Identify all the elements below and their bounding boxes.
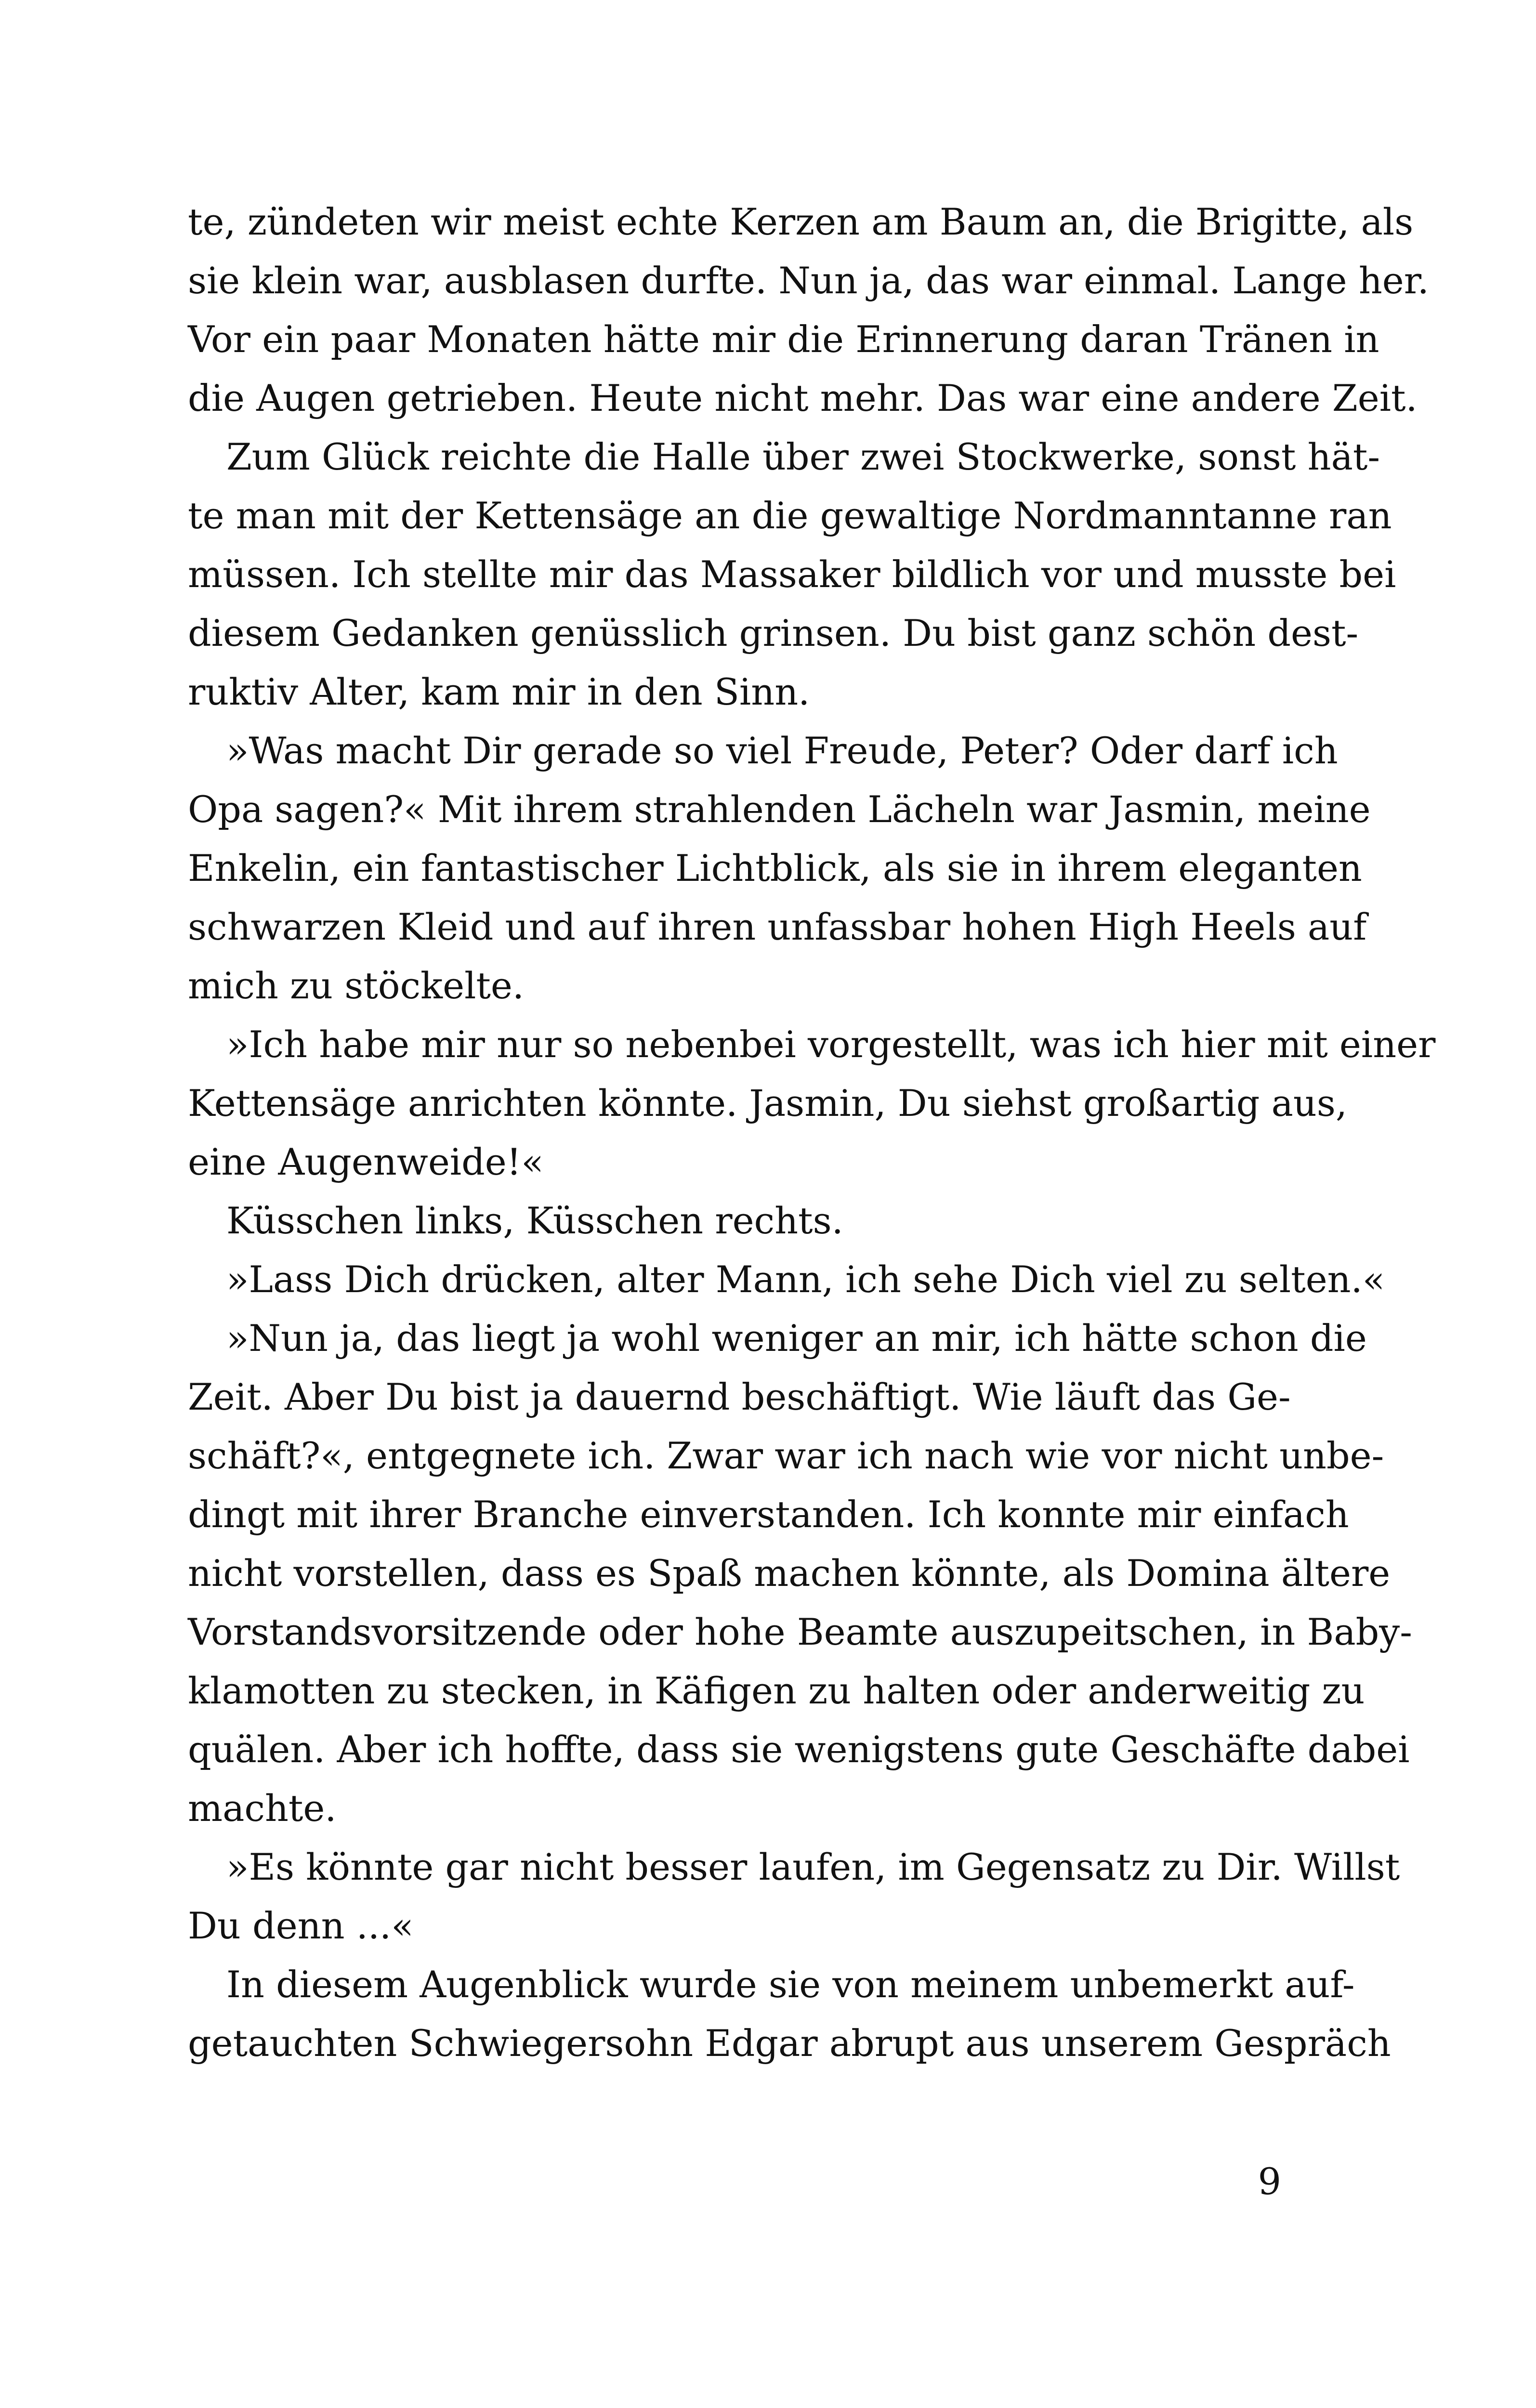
page-number: 9 <box>1258 2160 1281 2203</box>
text-line: sie klein war, ausblasen durfte. Nun ja, das war einmal. Lange her. <box>188 259 1429 302</box>
text-line: Vorstandsvorsitzende oder hohe Beamte auszupeitschen, in Baby- <box>188 1610 1412 1653</box>
text-line: nicht vorstellen, dass es Spaß machen könnte, als Domina ältere <box>188 1552 1391 1595</box>
text-line: getauchten Schwiegersohn Edgar abrupt aus unserem Gespräch <box>188 2022 1391 2065</box>
text-line: In diesem Augenblick wurde sie von meinem unbemerkt auf- <box>226 1963 1355 2006</box>
text-line: Vor ein paar Monaten hätte mir die Erinnerung daran Tränen in <box>188 318 1379 361</box>
text-line: die Augen getrieben. Heute nicht mehr. Das war eine andere Zeit. <box>188 377 1418 419</box>
text-line: »Was macht Dir gerade so viel Freude, Peter? Oder darf ich <box>226 729 1338 772</box>
text-line: »Es könnte gar nicht besser laufen, im Gegensatz zu Dir. Willst <box>226 1845 1400 1888</box>
text-line: »Ich habe mir nur so nebenbei vorgestellt, was ich hier mit einer <box>226 1023 1436 1066</box>
text-line: Zum Glück reichte die Halle über zwei Stockwerke, sonst hät- <box>226 435 1380 478</box>
text-line: Enkelin, ein fantastischer Lichtblick, als sie in ihrem eleganten <box>188 847 1362 890</box>
text-line: dingt mit ihrer Branche einverstanden. Ich konnte mir einfach <box>188 1493 1349 1536</box>
text-line: schäft?«, entgegnete ich. Zwar war ich nach wie vor nicht unbe- <box>188 1434 1384 1477</box>
text-line: mich zu stöckelte. <box>188 964 525 1007</box>
text-line: quälen. Aber ich hoffte, dass sie wenigstens gute Geschäfte dabei <box>188 1728 1410 1771</box>
text-line: »Nun ja, das liegt ja wohl weniger an mir, ich hätte schon die <box>226 1317 1367 1360</box>
text-line: te, zündeten wir meist echte Kerzen am Baum an, die Brigitte, als <box>188 200 1414 243</box>
text-line: Küsschen links, Küsschen rechts. <box>226 1199 843 1242</box>
text-line: ruktiv Alter, kam mir in den Sinn. <box>188 670 810 713</box>
text-line: machte. <box>188 1787 337 1830</box>
text-line: eine Augenweide!« <box>188 1140 544 1183</box>
text-line: klamotten zu stecken, in Käfigen zu halten oder anderweitig zu <box>188 1669 1365 1712</box>
text-line: Kettensäge anrichten könnte. Jasmin, Du siehst großartig aus, <box>188 1082 1347 1125</box>
text-line: müssen. Ich stellte mir das Massaker bildlich vor und musste bei <box>188 553 1396 596</box>
text-line: Du denn ...« <box>188 1904 414 1947</box>
text-line: »Lass Dich drücken, alter Mann, ich sehe Dich viel zu selten.« <box>226 1258 1385 1301</box>
text-line: Zeit. Aber Du bist ja dauernd beschäftigt. Wie läuft das Ge- <box>188 1375 1291 1418</box>
text-line: te man mit der Kettensäge an die gewaltige Nordmanntanne ran <box>188 494 1392 537</box>
text-line: diesem Gedanken genüsslich grinsen. Du bist ganz schön dest- <box>188 612 1359 654</box>
body-text <box>188 193 1436 2073</box>
text-line: Opa sagen?« Mit ihrem strahlenden Lächeln war Jasmin, meine <box>188 788 1371 831</box>
text-line: schwarzen Kleid und auf ihren unfassbar hohen High Heels auf <box>188 905 1367 948</box>
